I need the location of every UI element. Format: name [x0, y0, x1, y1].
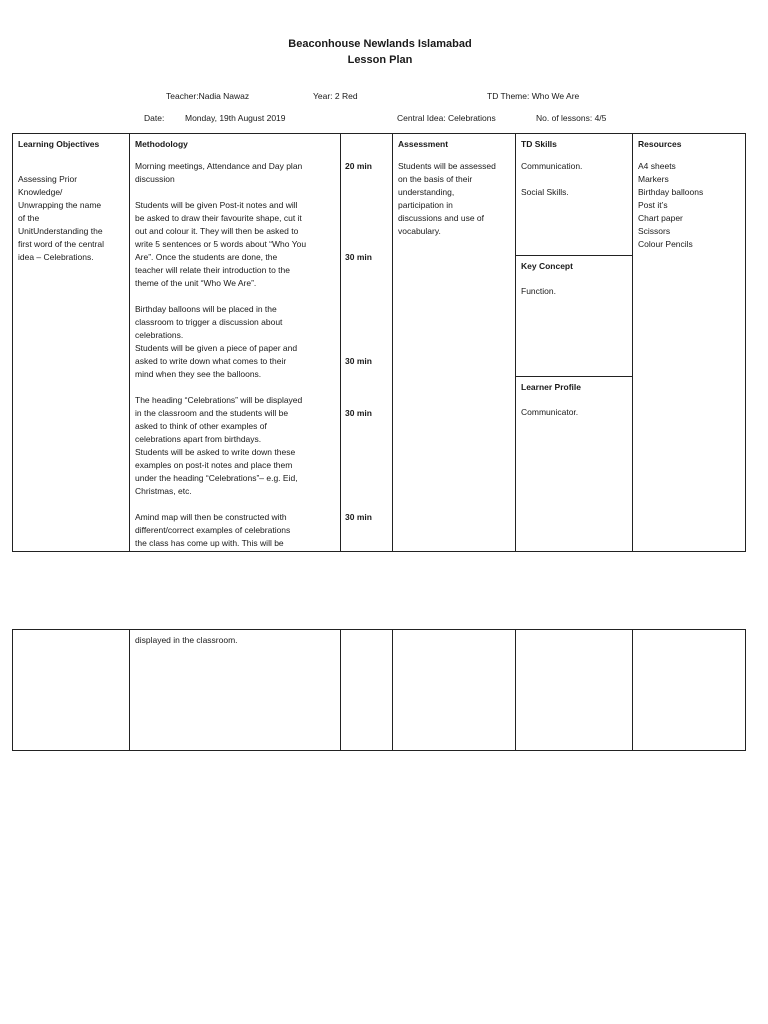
central-idea-info: Central Idea: Celebrations — [397, 113, 496, 123]
date-value: Monday, 19th August 2019 — [185, 113, 286, 123]
time-label: 30 min — [345, 512, 372, 522]
resources-cell — [633, 134, 746, 552]
methodology-line: in the classroom and the students will be — [135, 408, 289, 418]
date-label: Date: — [144, 113, 165, 123]
resource-item: Birthday balloons — [638, 187, 704, 197]
resources-cell-continued — [633, 630, 746, 751]
methodology-line: theme of the unit “Who We Are”. — [135, 278, 257, 288]
methodology-header: Methodology — [135, 139, 188, 149]
methodology-line: under the heading “Celebrations”– e.g. Eid, — [135, 473, 298, 483]
methodology-line: Amind map will then be constructed with — [135, 512, 287, 522]
resource-item: Chart paper — [638, 213, 683, 223]
methodology-line: asked to write down what comes to their — [135, 356, 287, 366]
methodology-line: mind when they see the balloons. — [135, 369, 262, 379]
methodology-line: Students will be asked to write down these — [135, 447, 296, 457]
methodology-step — [135, 303, 297, 381]
methodology-line: Birthday balloons will be placed in the — [135, 304, 277, 314]
methodology-cell-continued — [130, 630, 341, 751]
resources-list — [638, 160, 703, 251]
key-concept-label: Key Concept — [521, 261, 573, 271]
td-skills-header: TD Skills — [521, 139, 557, 149]
resources-header: Resources — [638, 139, 682, 149]
objectives-text — [18, 173, 104, 264]
methodology-line: write 5 sentences or 5 words about “Who You — [135, 239, 307, 249]
methodology-line: Students will be given a piece of paper and — [135, 343, 298, 353]
assessment-line: vocabulary. — [398, 226, 441, 236]
td-skill-item: Social Skills. — [521, 187, 569, 197]
resource-item: Scissors — [638, 226, 671, 236]
objective-line: Knowledge/ — [18, 187, 63, 197]
resource-item: A4 sheets — [638, 161, 676, 171]
td-theme-info: TD Theme: Who We Are — [487, 91, 580, 101]
methodology-line: the class has come up with. This will be — [135, 538, 284, 548]
assessment-line: discussions and use of — [398, 213, 484, 223]
school-name: Beaconhouse Newlands Islamabad — [288, 38, 472, 50]
key-concept-section — [516, 255, 632, 376]
methodology-line: celebrations apart from birthdays. — [135, 434, 262, 444]
objectives-cell — [13, 134, 130, 552]
methodology-step — [135, 394, 302, 498]
key-concept-value: Function. — [521, 286, 556, 296]
time-label: 20 min — [345, 161, 372, 171]
lesson-plan-table — [12, 133, 746, 552]
learner-profile-section — [516, 376, 632, 552]
time-cell-continued — [341, 630, 393, 751]
assessment-header: Assessment — [398, 139, 449, 149]
teacher-info: Teacher:Nadia Nawaz — [166, 91, 250, 101]
methodology-line: teacher will relate their introduction to the — [135, 265, 290, 275]
assessment-cell — [393, 134, 516, 552]
objective-line: UnitUnderstanding the — [18, 226, 103, 236]
methodology-line: examples on post-it notes and place them — [135, 460, 293, 470]
methodology-line: discussion — [135, 174, 175, 184]
methodology-line: asked to think of other examples of — [135, 421, 267, 431]
methodology-line: different/correct examples of celebrations — [135, 525, 291, 535]
time-label: 30 min — [345, 356, 372, 366]
methodology-step — [135, 160, 302, 186]
methodology-line: Christmas, etc. — [135, 486, 192, 496]
time-label: 30 min — [345, 408, 372, 418]
assessment-text — [398, 160, 496, 238]
year-info: Year: 2 Red — [313, 91, 358, 101]
methodology-line: Morning meetings, Attendance and Day plan — [135, 161, 303, 171]
time-label: 30 min — [345, 252, 372, 262]
objective-line: Unwrapping the name — [18, 200, 102, 210]
objective-line: first word of the central — [18, 239, 104, 249]
objectives-cell-continued — [13, 630, 130, 751]
methodology-line: Are”. Once the students are done, the — [135, 252, 278, 262]
methodology-line: classroom to trigger a discussion about — [135, 317, 283, 327]
methodology-continued-text: displayed in the classroom. — [135, 635, 238, 645]
methodology-line: be asked to draw their favourite shape, cut it — [135, 213, 302, 223]
resource-item: Post it’s — [638, 200, 668, 210]
learner-profile-label: Learner Profile — [521, 382, 581, 392]
resource-item: Colour Pencils — [638, 239, 693, 249]
methodology-line: Students will be given Post-it notes and will — [135, 200, 298, 210]
document-title: Lesson Plan — [347, 54, 413, 66]
time-cell — [341, 134, 393, 552]
resource-item: Markers — [638, 174, 669, 184]
methodology-line: celebrations. — [135, 330, 184, 340]
learner-profile-value: Communicator. — [521, 407, 579, 417]
methodology-line: The heading “Celebrations” will be displayed — [135, 395, 303, 405]
objectives-header: Learning Objectives — [18, 139, 100, 149]
assessment-line: on the basis of their — [398, 174, 473, 184]
assessment-line: participation in — [398, 200, 453, 210]
methodology-cell — [130, 134, 341, 552]
objective-line: Assessing Prior — [18, 174, 78, 184]
methodology-step — [135, 511, 290, 550]
methodology-line: out and colour it. They will then be asked to — [135, 226, 299, 236]
lesson-plan-continuation-table — [12, 629, 746, 751]
objective-line: of the — [18, 213, 40, 223]
td-skills-cell-continued — [516, 630, 633, 751]
assessment-line: Students will be assessed — [398, 161, 496, 171]
lessons-info: No. of lessons: 4/5 — [536, 113, 607, 123]
assessment-cell-continued — [393, 630, 516, 751]
objective-line: idea – Celebrations. — [18, 252, 94, 262]
assessment-line: understanding, — [398, 187, 455, 197]
td-skills-cell — [516, 134, 633, 552]
td-skill-item: Communication. — [521, 161, 583, 171]
methodology-step — [135, 199, 306, 290]
